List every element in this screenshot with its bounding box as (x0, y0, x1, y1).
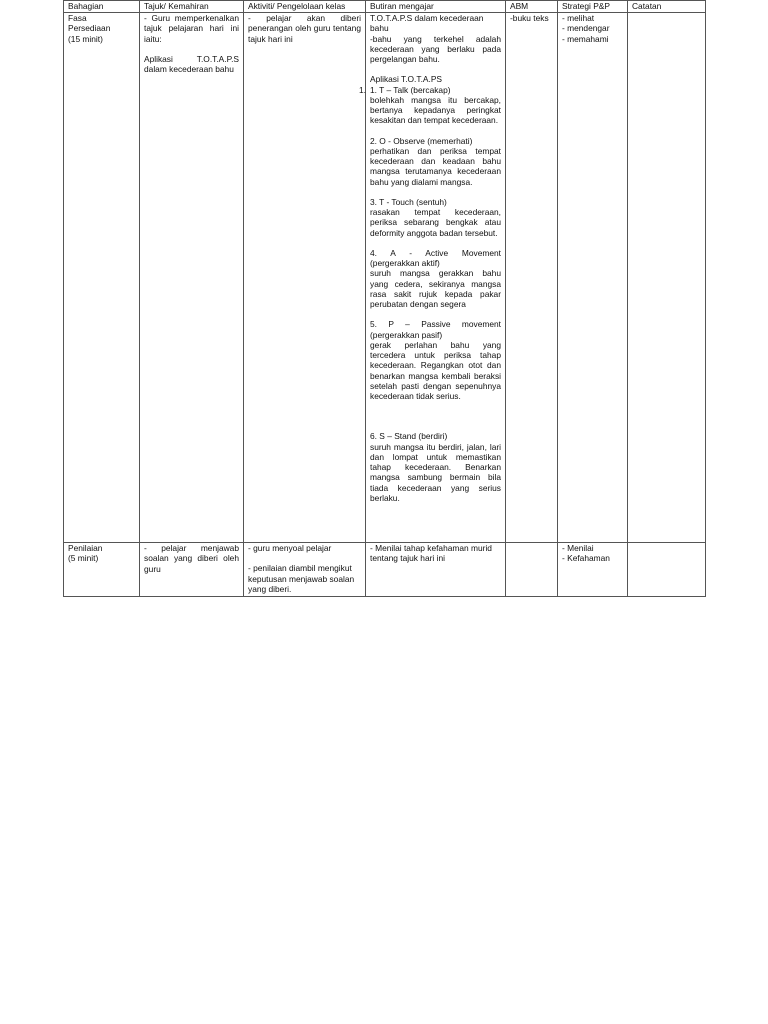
header-tajuk: Tajuk/ Kemahiran (140, 1, 244, 13)
bahagian-line: Persediaan (68, 23, 111, 34)
strategi-item: - melihat (562, 13, 595, 23)
cell-bahagian (64, 543, 140, 597)
aktiviti-item: - guru menyoal pelajar (248, 543, 332, 553)
header-bahagian: Bahagian (64, 1, 140, 13)
butiran-intro: - Menilai tahap kefahaman murid tentang tajuk hari ini (370, 543, 492, 564)
step-title: 3. T - Touch (sentuh) (370, 196, 447, 207)
step-desc: suruh mangsa itu berdiri, jalan, lari dan lompat untuk memastikan tahap kecederaan. Benarkan mangsa sambung bermain bila tiada kecederaan yang serius berlaku. (370, 441, 501, 503)
bahagian-line: Penilaian (68, 543, 103, 553)
lesson-plan-page (63, 0, 705, 594)
header-strategi: Strategi P&P (558, 1, 628, 13)
cell-aktiviti (244, 13, 366, 543)
butiran-intro2: -bahu yang terkehel adalah kecederaan yang berlaku pada pergelangan bahu. (370, 33, 501, 64)
bahagian-line: (5 minit) (68, 553, 99, 564)
step-title-text: 1. T – Talk (bercakap) (370, 84, 451, 95)
cell-catatan (628, 13, 706, 543)
table-row (64, 543, 706, 597)
cell-tajuk (140, 13, 244, 543)
cell-abm (506, 13, 558, 543)
abm-value: -buku teks (510, 13, 549, 23)
cell-catatan (628, 543, 706, 597)
header-butiran: Butiran mengajar (366, 1, 506, 13)
cell-aktiviti (244, 543, 366, 597)
butiran-aplikasi-heading: Aplikasi T.O.T.A.PS (370, 74, 442, 85)
step-desc: rasakan tempat kecederaan, periksa sebarang bengkak atau deformity anggota badan tersebut. (370, 207, 501, 238)
butiran-intro: T.O.T.A.P.S dalam kecederaan bahu (370, 13, 484, 34)
header-aktiviti: Aktiviti/ Pengelolaan kelas (244, 1, 366, 13)
step-title (359, 84, 501, 95)
list-marker: 1. (359, 84, 366, 95)
cell-tajuk (140, 543, 244, 597)
cell-strategi (558, 13, 628, 543)
strategi-item: - Kefahaman (562, 553, 610, 564)
tajuk-intro: - Guru memperkenalkan tajuk pelajaran hari ini iaitu: (144, 13, 239, 44)
aktiviti-item: - pelajar akan diberi penerangan oleh guru tentang tajuk hari ini (248, 13, 361, 44)
step-title: 5. P – Passive movement (pergerakkan pasif) (370, 319, 501, 340)
cell-strategi (558, 543, 628, 597)
strategi-item: - memahami (562, 33, 609, 44)
step-title: 2. O - Observe (memerhati) (370, 135, 473, 146)
table-row (64, 13, 706, 543)
step-desc: suruh mangsa gerakkan bahu yang cedera, sekiranya mangsa rasa sakit rujuk kepada pakar perubatan dengan segera (370, 268, 501, 309)
lesson-plan-table (63, 0, 706, 597)
cell-butiran (359, 13, 506, 543)
strategi-item: - Menilai (562, 543, 594, 553)
cell-abm (506, 543, 558, 597)
header-catatan: Catatan (628, 1, 706, 13)
tajuk-detail: Aplikasi T.O.T.A.P.S dalam kecederaan bahu (144, 53, 239, 74)
strategi-item: - mendengar (562, 23, 610, 34)
step-title: 4. A - Active Movement (pergerakkan aktif) (370, 247, 501, 268)
step-desc: bolehkah mangsa itu bercakap, bertanya kepadanya peringkat kesakitan dan tempat kecederaan. (370, 94, 501, 126)
step-title: 6. S – Stand (berdiri) (370, 431, 448, 442)
bahagian-line: Fasa (68, 13, 87, 23)
step-desc: perhatikan dan periksa tempat kecederaan dan keadaan bahu mangsa terutamanya kecederaan bahu yang dialami mangsa. (370, 145, 501, 187)
header-row (64, 1, 706, 13)
cell-butiran (366, 543, 506, 597)
bahagian-line: (15 minit) (68, 33, 103, 44)
step-desc: gerak perlahan bahu yang tercedera untuk periksa tahap kecederaan. Regangkan otot dan benarkan mangsa kembali beraksi setelah pasti dengan sepenuhnya kecederaan tidak serius. (370, 339, 501, 401)
aktiviti-item: - penilaian diambil mengikut keputusan menjawab soalan yang diberi. (248, 563, 355, 594)
tajuk-intro: - pelajar menjawab soalan yang diberi oleh guru (144, 543, 239, 574)
header-abm: ABM (506, 1, 558, 13)
cell-bahagian (64, 13, 140, 543)
